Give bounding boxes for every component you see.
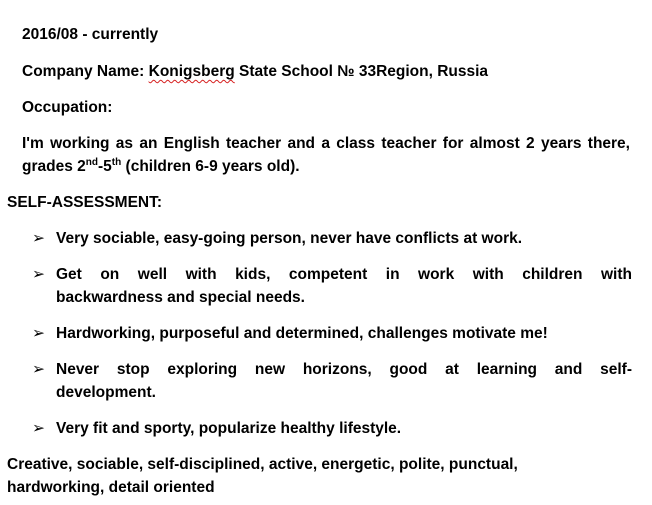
self-assessment-heading: SELF-ASSESSMENT: xyxy=(7,194,163,211)
arrow-bullet-icon: ➢ xyxy=(32,230,45,247)
description-grades: grades 2 xyxy=(22,158,86,175)
employment-period: 2016/08 - currently xyxy=(22,26,159,43)
company-name-misspelled: Konigsberg xyxy=(148,63,235,80)
assessment-item-2-line-2: backwardness and special needs. xyxy=(56,289,305,306)
superscript-nd: nd xyxy=(85,156,98,168)
arrow-bullet-icon: ➢ xyxy=(32,420,45,437)
assessment-item-1: Very sociable, easy-going person, never have conflicts at work. xyxy=(56,230,523,247)
assessment-item-3: Hardworking, purposeful and determined, challenges motivate me! xyxy=(56,325,548,342)
description-line-1: I'm working as an English teacher and a class teacher for almost 2 years there, xyxy=(22,135,630,152)
assessment-item-4-line-2: development. xyxy=(56,384,156,401)
company-rest: State School № 33Region, Russia xyxy=(234,63,489,80)
occupation-label: Occupation: xyxy=(22,99,113,116)
assessment-item-2-line-1: Get on well with kids, competent in work with children with xyxy=(56,266,632,283)
arrow-bullet-icon: ➢ xyxy=(32,266,45,283)
arrow-bullet-icon: ➢ xyxy=(32,325,45,342)
assessment-item-4-line-1: Never stop exploring new horizons, good at learning and self- xyxy=(56,361,632,378)
description-line-2 xyxy=(22,155,300,178)
company-label: Company Name: xyxy=(22,63,145,80)
description-dash: -5 xyxy=(97,158,112,175)
assessment-item-5: Very fit and sporty, popularize healthy lifestyle. xyxy=(56,420,402,437)
superscript-th: th xyxy=(111,156,122,168)
arrow-bullet-icon: ➢ xyxy=(32,361,45,378)
summary-line-2: hardworking, detail oriented xyxy=(7,479,215,496)
company-line xyxy=(22,60,488,83)
summary-line-1: Creative, sociable, self-disciplined, active, energetic, polite, punctual, xyxy=(7,456,518,473)
description-ages: (children 6-9 years old). xyxy=(121,158,300,175)
